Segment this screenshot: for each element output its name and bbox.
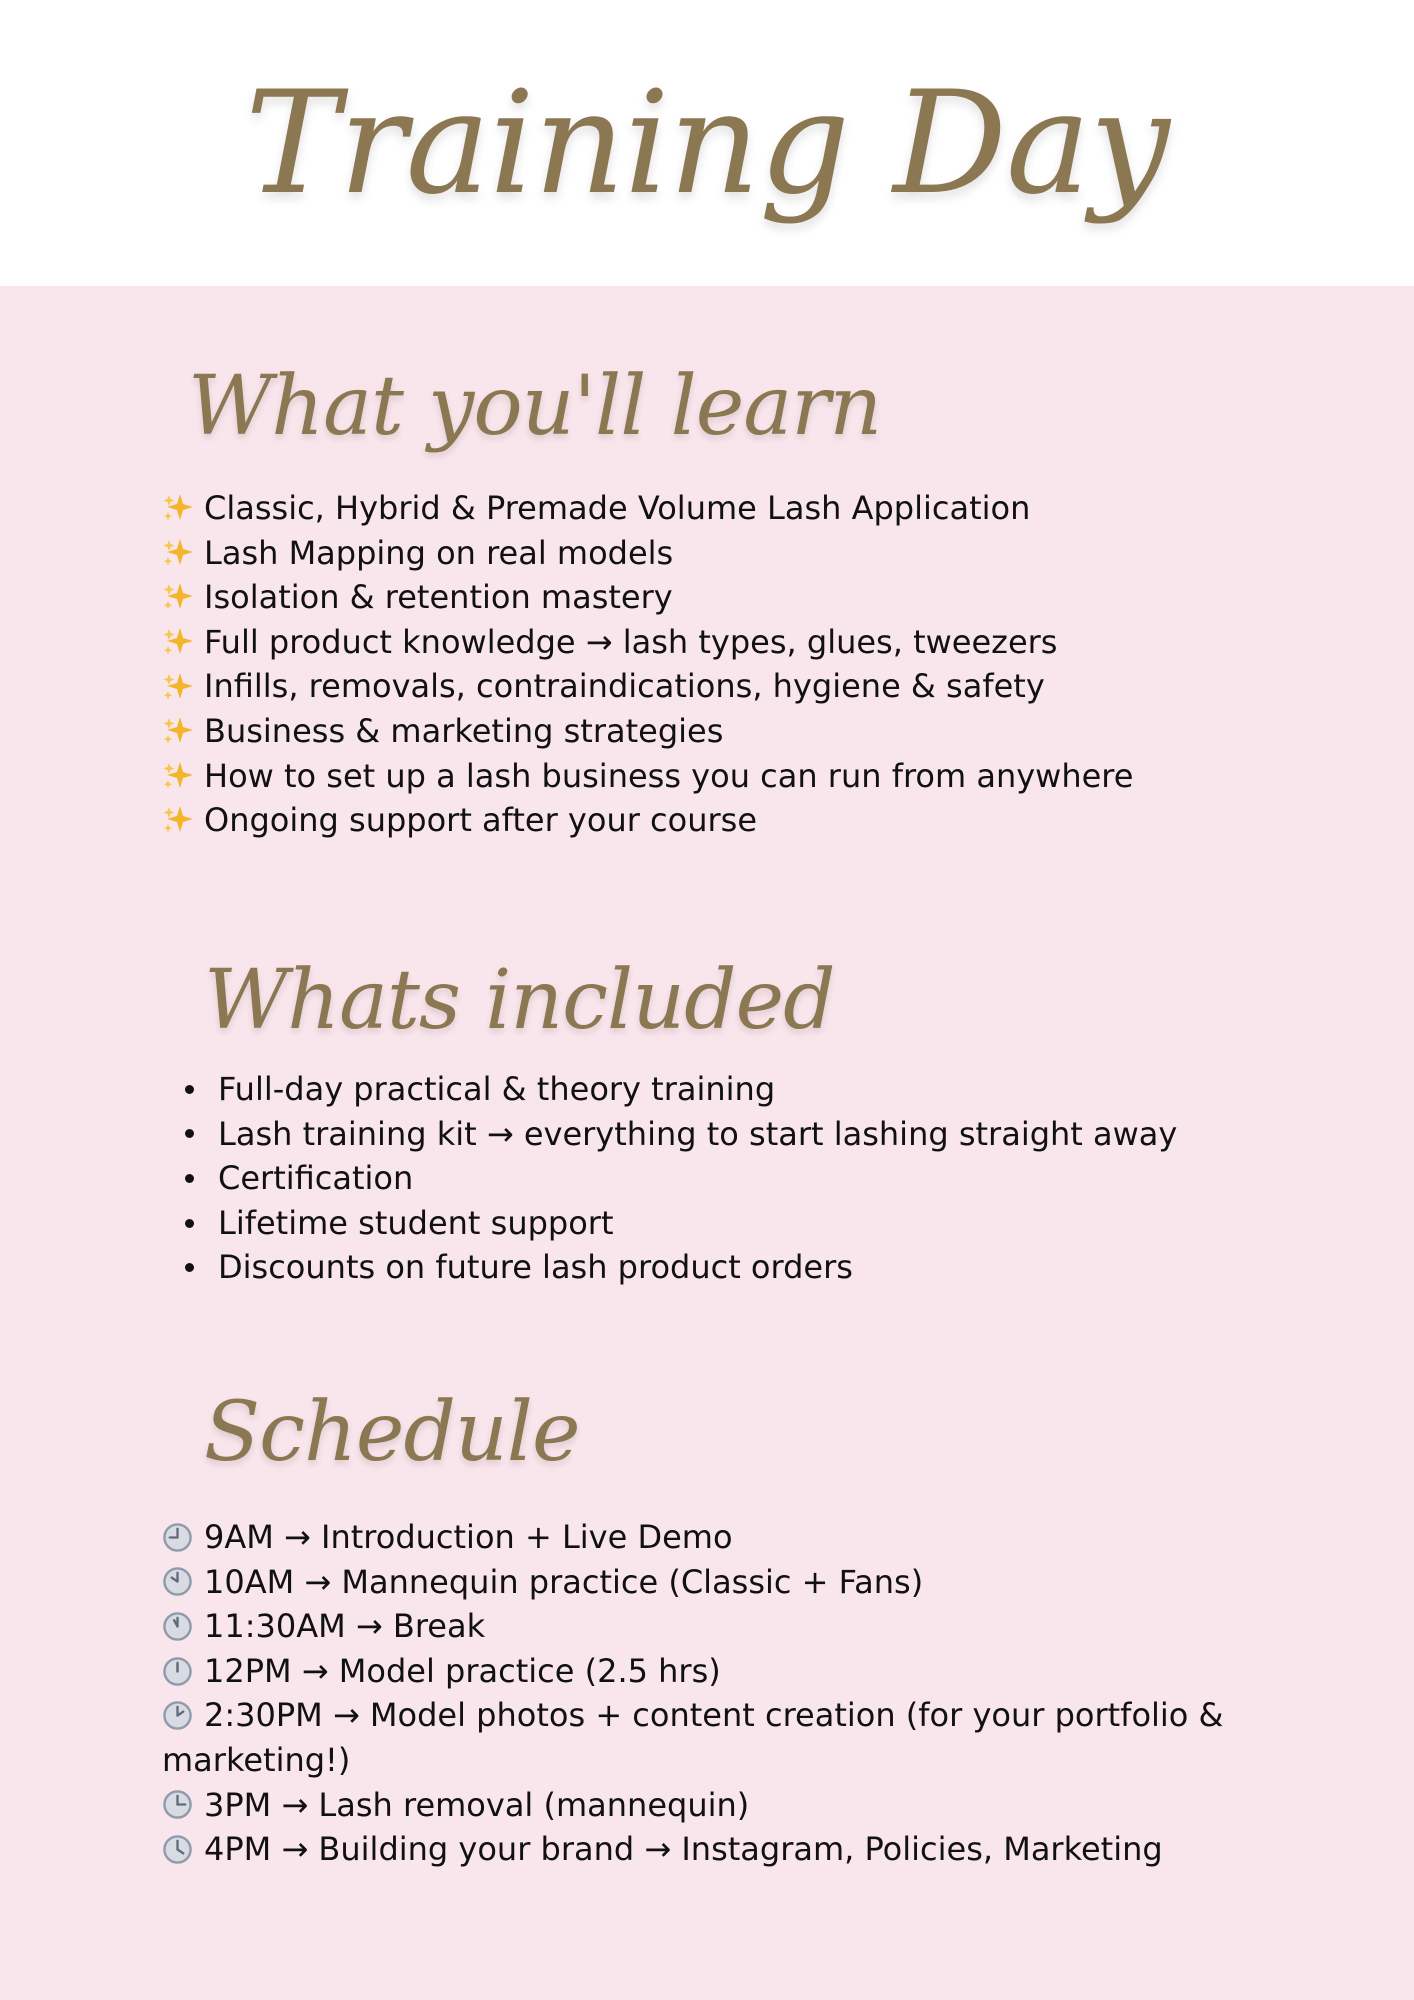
list-item (180, 1156, 1300, 1201)
schedule-item-text: 4PM → Building your brand → Instagram, Policies, Marketing (204, 1830, 1163, 1869)
list-item (180, 1201, 1300, 1246)
bullet-icon (185, 1174, 194, 1183)
sparkles-icon (162, 715, 194, 747)
schedule-item-text: 3PM → Lash removal (mannequin) (204, 1785, 750, 1824)
clock-ten-icon (162, 1566, 193, 1597)
sparkles-icon (162, 492, 194, 524)
learning-item-text: Infills, removals, contraindications, hygiene & safety (204, 667, 1045, 706)
schedule-item-text: 9AM → Introduction + Live Demo (204, 1518, 733, 1556)
page-title: Training Day (245, 61, 1169, 226)
clock-three-icon (162, 1789, 193, 1820)
sparkles-icon (162, 581, 194, 613)
schedule-item-text: 11:30AM → Break (204, 1607, 486, 1646)
schedule-item (162, 1515, 1272, 1560)
schedule-item (162, 1783, 1272, 1828)
clock-eleven-icon (162, 1611, 193, 1642)
learning-item-text: How to set up a lash business you can run from anywhere (204, 756, 1134, 795)
list-item (180, 1067, 1300, 1112)
included-item-text: Lash training kit → everything to start lashing straight away (218, 1114, 1178, 1153)
schedule-item-text: 10AM → Mannequin practice (Classic + Fans) (204, 1562, 924, 1601)
learning-list (162, 486, 1272, 843)
content-panel (0, 286, 1414, 2000)
schedule-item (162, 1560, 1272, 1605)
schedule-item (162, 1693, 1272, 1782)
list-item (180, 1112, 1300, 1157)
sparkles-icon (162, 626, 194, 658)
learning-item-text: Lash Mapping on real models (204, 533, 674, 572)
list-item (162, 754, 1272, 799)
bullet-icon (185, 1263, 194, 1272)
bullet-icon (185, 1219, 194, 1228)
learning-item-text: Ongoing support after your course (204, 801, 758, 840)
schedule-item (162, 1649, 1272, 1694)
clock-nine-icon (162, 1522, 193, 1553)
what-youll-learn-title: What you'll learn (188, 359, 882, 454)
included-item-text: Discounts on future lash product orders (218, 1248, 853, 1287)
page-header (0, 0, 1414, 286)
schedule-item-text: 12PM → Model practice (2.5 hrs) (204, 1651, 721, 1690)
schedule-item (162, 1604, 1272, 1649)
included-item-text: Full-day practical & theory training (218, 1070, 776, 1108)
clock-two-icon (162, 1700, 193, 1731)
schedule-item (162, 1827, 1272, 1872)
clock-twelve-icon (162, 1656, 193, 1687)
list-item (180, 1245, 1300, 1290)
bullet-icon (185, 1085, 194, 1094)
clock-four-icon (162, 1834, 193, 1865)
sparkles-icon (162, 804, 194, 836)
learning-item-text: Full product knowledge → lash types, glues, tweezers (204, 622, 1058, 661)
schedule-item-text: 2:30PM → Model photos + content creation (for your portfolio & marketing!) (162, 1696, 1224, 1779)
list-item (162, 620, 1272, 665)
sparkles-icon (162, 537, 194, 569)
learning-item-text: Business & marketing strategies (204, 711, 724, 750)
schedule-list (162, 1515, 1272, 1872)
learning-item-text: Isolation & retention mastery (204, 578, 673, 617)
schedule-title: Schedule (204, 1385, 580, 1480)
list-item (162, 709, 1272, 754)
sparkles-icon (162, 671, 194, 703)
included-item-text: Lifetime student support (218, 1203, 614, 1242)
list-item (162, 798, 1272, 843)
list-item (162, 664, 1272, 709)
included-list (180, 1067, 1300, 1290)
whats-included-title: Whats included (204, 953, 835, 1048)
list-item (162, 575, 1272, 620)
learning-item-text: Classic, Hybrid & Premade Volume Lash Application (204, 489, 1031, 527)
bullet-icon (185, 1129, 194, 1138)
sparkles-icon (162, 760, 194, 792)
included-item-text: Certification (218, 1159, 414, 1198)
list-item (162, 486, 1272, 531)
list-item (162, 531, 1272, 576)
